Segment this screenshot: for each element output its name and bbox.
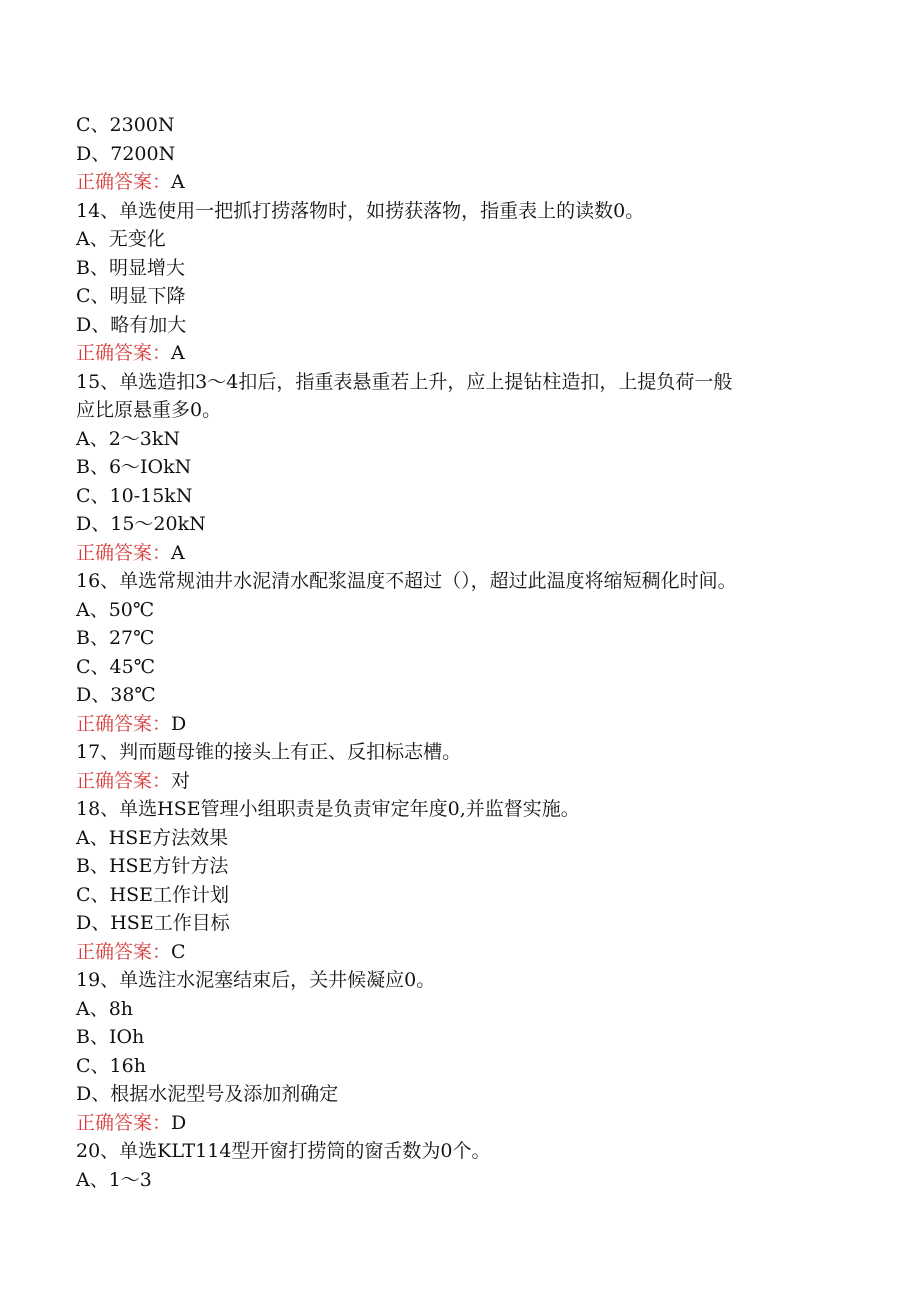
- option-text: A、1～3: [76, 1168, 152, 1191]
- answer-value: D: [171, 1111, 187, 1134]
- option-text: B、IOh: [76, 1026, 145, 1048]
- answer-value: D: [171, 712, 187, 735]
- option-text: B、27℃: [76, 627, 155, 649]
- answer-line: [76, 168, 856, 197]
- answer-label: 正确答案：: [76, 769, 172, 792]
- answer-label: 正确答案：: [76, 1111, 172, 1134]
- answer-line: [76, 938, 856, 967]
- answer-line: [76, 710, 856, 739]
- answer-label: 正确答案：: [76, 541, 172, 564]
- answer-value: 对: [171, 769, 191, 792]
- option-text: C、45℃: [76, 655, 155, 678]
- answer-label: 正确答案：: [76, 342, 172, 364]
- answer-value: A: [171, 171, 185, 193]
- option-text: A、2～3kN: [76, 427, 181, 450]
- option-text: D、7200N: [76, 142, 176, 165]
- answer-label: 正确答案：: [76, 171, 172, 193]
- option-text: D、略有加大: [76, 313, 187, 336]
- question-text: 16、单选常规油井水泥清水配浆温度不超过（），超过此温度将缩短稠化时间。: [76, 570, 737, 592]
- option-text: D、HSE工作目标: [76, 912, 230, 934]
- option-text: C、16h: [76, 1054, 146, 1077]
- question-text: 17、判而题母锥的接头上有正、反扣标志槽。: [76, 741, 462, 763]
- answer-line: [76, 539, 856, 568]
- question-text: 应比原悬重多0。: [76, 399, 222, 421]
- document-page: [76, 111, 856, 1194]
- answer-label: 正确答案：: [76, 712, 172, 735]
- option-text: A、50℃: [76, 598, 155, 621]
- answer-line: [76, 1109, 856, 1138]
- option-text: B、明显增大: [76, 256, 185, 279]
- option-text: C、2300N: [76, 114, 175, 136]
- option-text: C、HSE工作计划: [76, 883, 229, 906]
- option-text: C、明显下降: [76, 285, 186, 307]
- option-text: D、38℃: [76, 684, 156, 706]
- question-text: 14、单选使用一把抓打捞落物时，如捞获落物，指重表上的读数0。: [76, 199, 645, 222]
- answer-line: [76, 339, 856, 368]
- question-text: 19、单选注水泥塞结束后，关井候凝应0。: [76, 969, 436, 991]
- option-text: C、10-15kN: [76, 484, 193, 507]
- answer-label: 正确答案：: [76, 940, 172, 963]
- option-text: B、HSE方针方法: [76, 855, 229, 877]
- question-text: 15、单选造扣3～4扣后，指重表悬重若上升，应上提钻柱造扣，上提负荷一般: [76, 370, 733, 393]
- option-text: A、无变化: [76, 228, 166, 250]
- question-text: 20、单选KLT114型开窗打捞筒的窗舌数为0个。: [76, 1140, 491, 1162]
- option-text: A、8h: [76, 997, 134, 1020]
- option-text: D、根据水泥型号及添加剂确定: [76, 1083, 339, 1105]
- answer-line: [76, 767, 856, 796]
- question-text: 18、单选HSE管理小组职责是负责审定年度0,并监督实施。: [76, 798, 580, 820]
- answer-value: A: [171, 342, 185, 364]
- option-text: A、HSE方法效果: [76, 826, 229, 849]
- answer-value: A: [171, 541, 185, 564]
- answer-value: C: [171, 940, 186, 963]
- option-text: B、6～IOkN: [76, 456, 192, 478]
- option-text: D、15～20kN: [76, 513, 206, 535]
